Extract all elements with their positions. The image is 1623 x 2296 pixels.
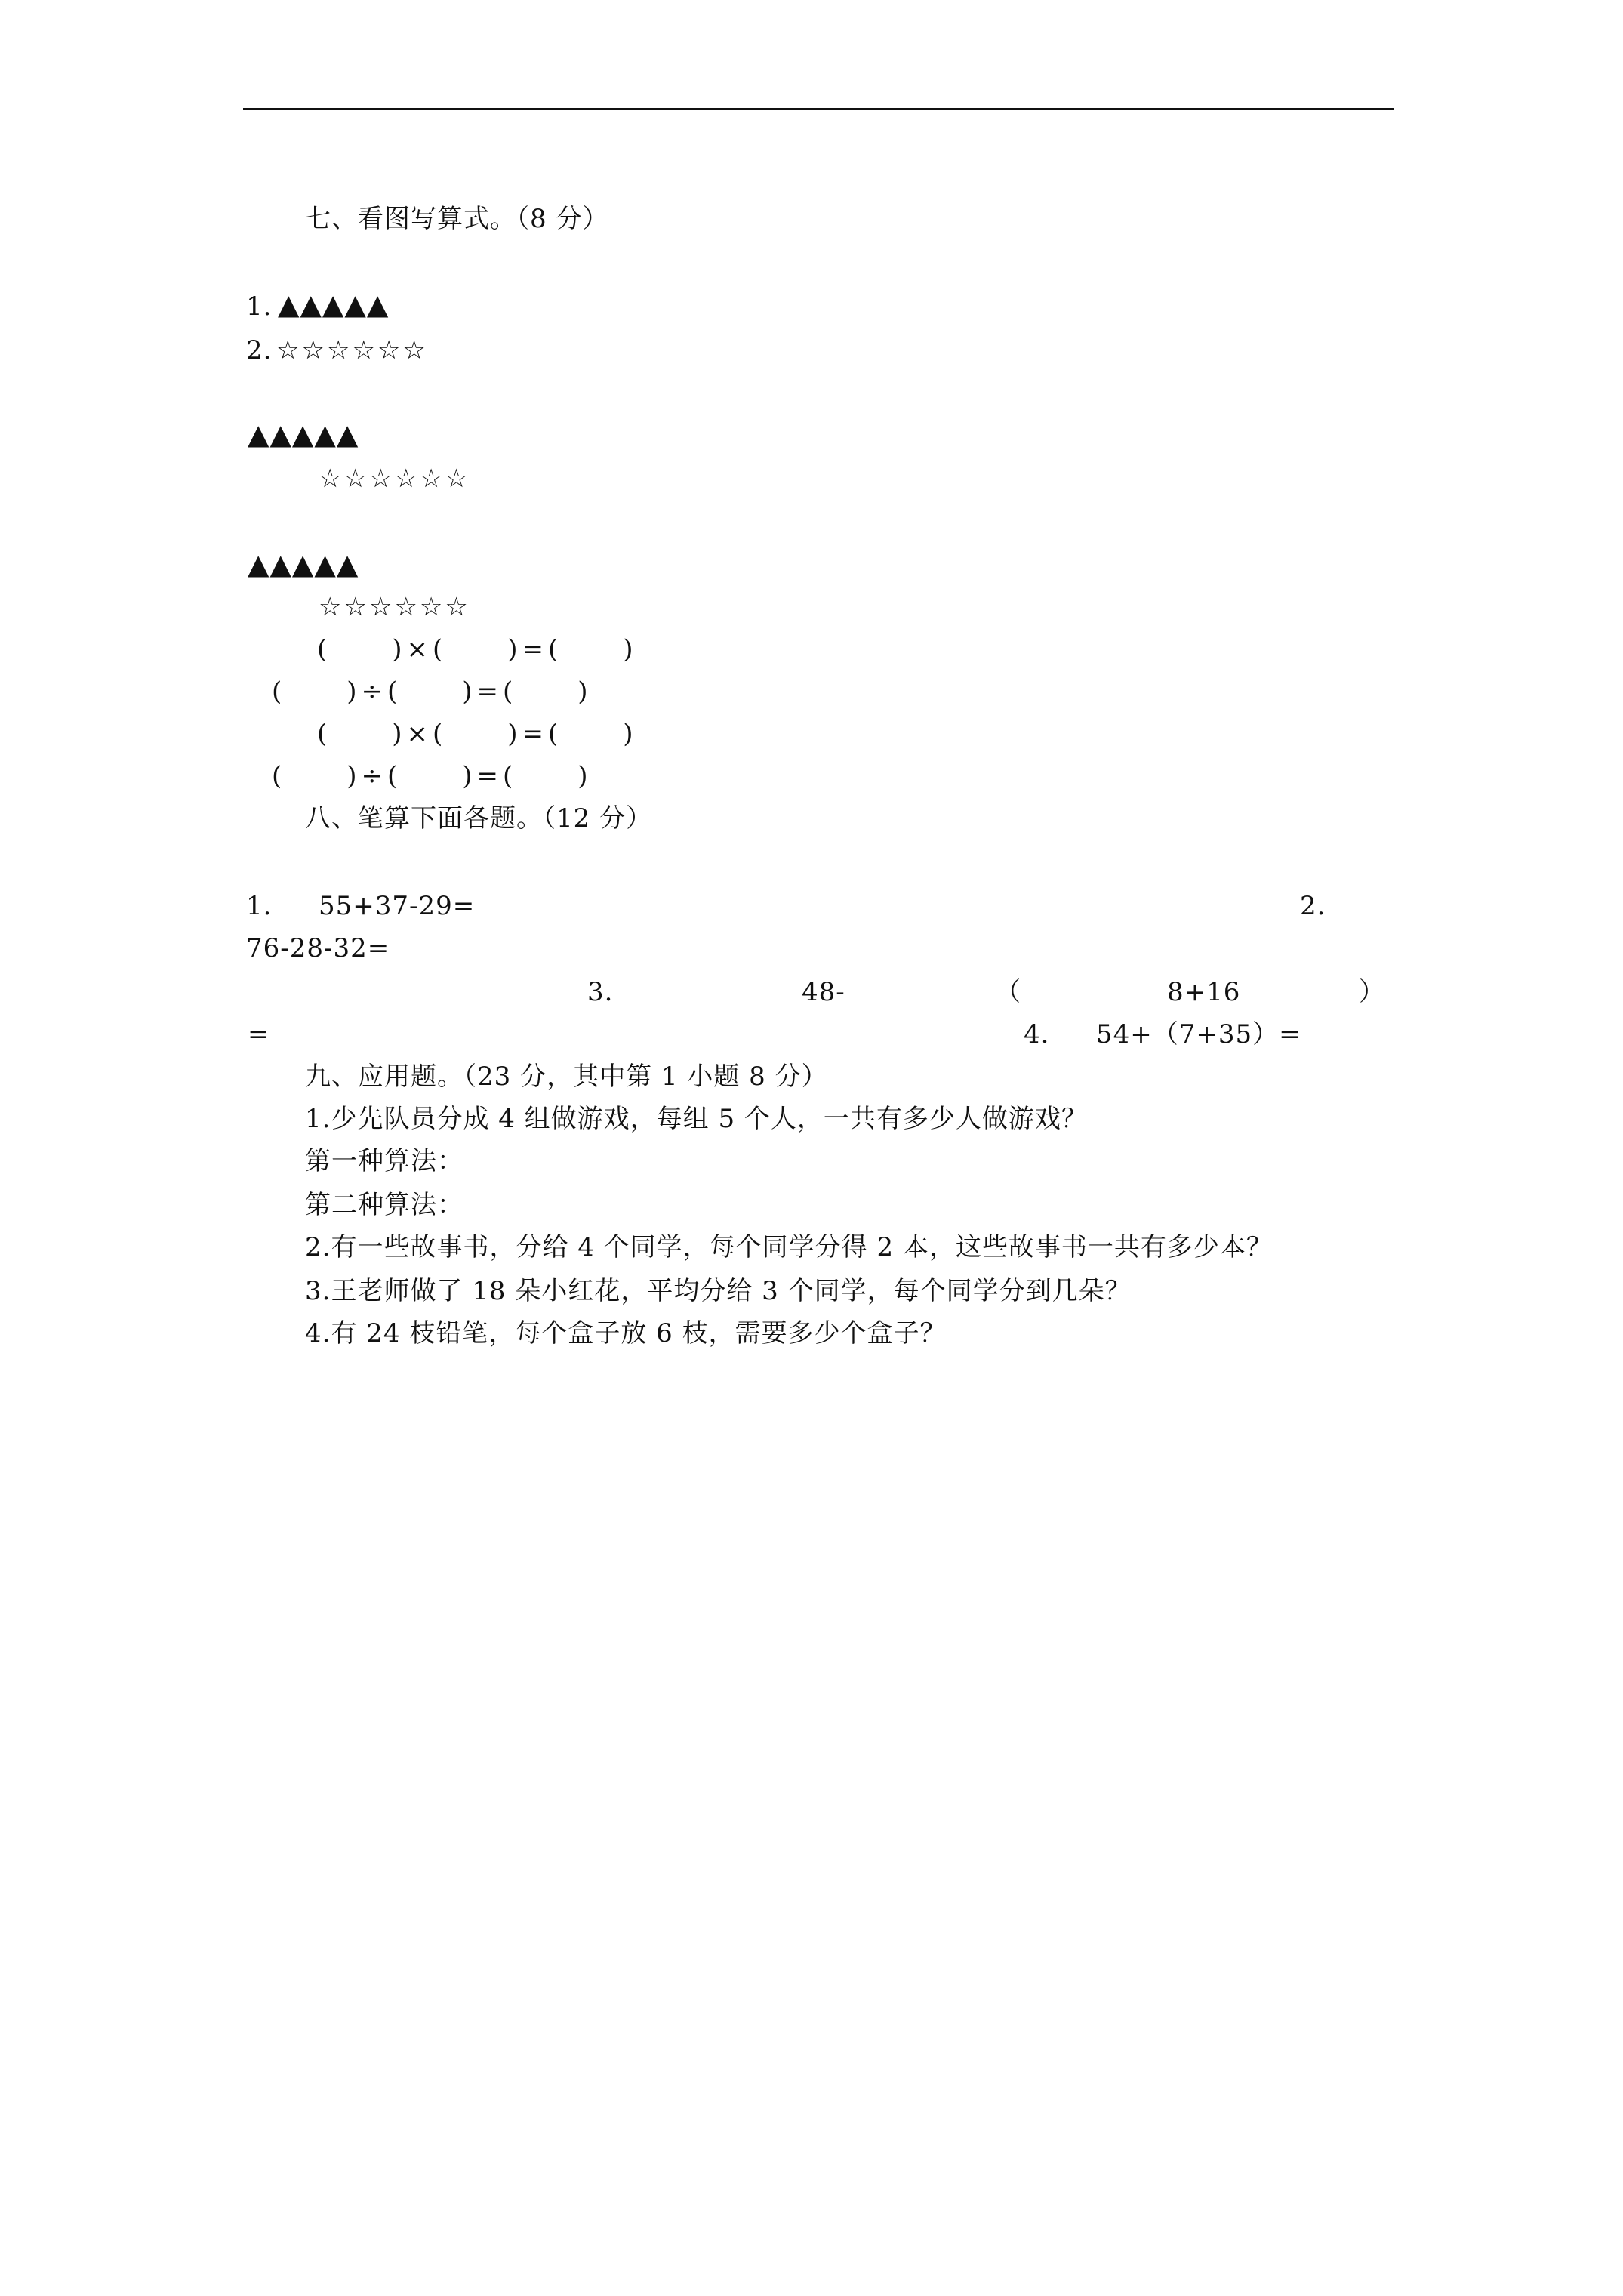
figure-b-triangles: ▲▲▲▲▲	[248, 548, 359, 581]
question-4: 4.有 24 枝铅笔，每个盒子放 6 枝，需要多少个盒子？	[305, 1318, 947, 1348]
question-2: 2.有一些故事书，分给 4 个同学，每个同学分得 2 本，这些故事书一共有多少本？	[305, 1232, 1273, 1262]
problem4-expression: 54+（7+35）=	[1096, 1019, 1301, 1049]
problem2-number: 2.	[1300, 891, 1326, 921]
problem1-number: 1.	[246, 891, 273, 921]
problem3-part-c: 8+16	[1167, 977, 1241, 1007]
figure-b-stars: ☆☆☆☆☆☆	[319, 592, 470, 622]
header-rule	[243, 108, 1394, 110]
section8-heading: 八、笔算下面各题。（12 分）	[305, 803, 653, 834]
equation-3: ( )×( )=( )	[317, 719, 638, 749]
problem3-open-paren: （	[995, 977, 1021, 1007]
problem3-part-a: 48-	[802, 977, 845, 1007]
problem3-equals: =	[248, 1019, 270, 1049]
problem2-expression: 76-28-32=	[246, 933, 390, 963]
problem4-number: 4.	[1024, 1019, 1050, 1049]
problem1-expression: 55+37-29=	[319, 891, 476, 921]
item1-triangles: ▲▲▲▲▲	[278, 288, 390, 321]
section7-heading: 七、看图写算式。（8 分）	[305, 204, 609, 234]
equation-1: ( )×( )=( )	[317, 634, 638, 664]
figure-a-triangles: ▲▲▲▲▲	[248, 418, 359, 451]
item1-label: 1.	[246, 291, 273, 322]
section9-heading: 九、应用题。（23 分，其中第 1 小题 8 分）	[305, 1062, 828, 1092]
method-2-label: 第二种算法：	[305, 1190, 463, 1220]
problem3-close-paren: ）	[1359, 977, 1385, 1007]
item2-label: 2.	[246, 335, 273, 365]
question-1: 1.少先队员分成 4 组做游戏，每组 5 个人，一共有多少人做游戏？	[305, 1104, 1088, 1134]
figure-a-stars: ☆☆☆☆☆☆	[319, 464, 470, 494]
equation-4: ( )÷( )=( )	[272, 761, 593, 791]
question-3: 3.王老师做了 18 朵小红花，平均分给 3 个同学，每个同学分到几朵？	[305, 1276, 1132, 1306]
problem3-number: 3.	[587, 977, 614, 1007]
equation-2: ( )÷( )=( )	[272, 676, 593, 707]
item2-stars: ☆☆☆☆☆☆	[276, 335, 428, 365]
method-1-label: 第一种算法：	[305, 1146, 463, 1176]
